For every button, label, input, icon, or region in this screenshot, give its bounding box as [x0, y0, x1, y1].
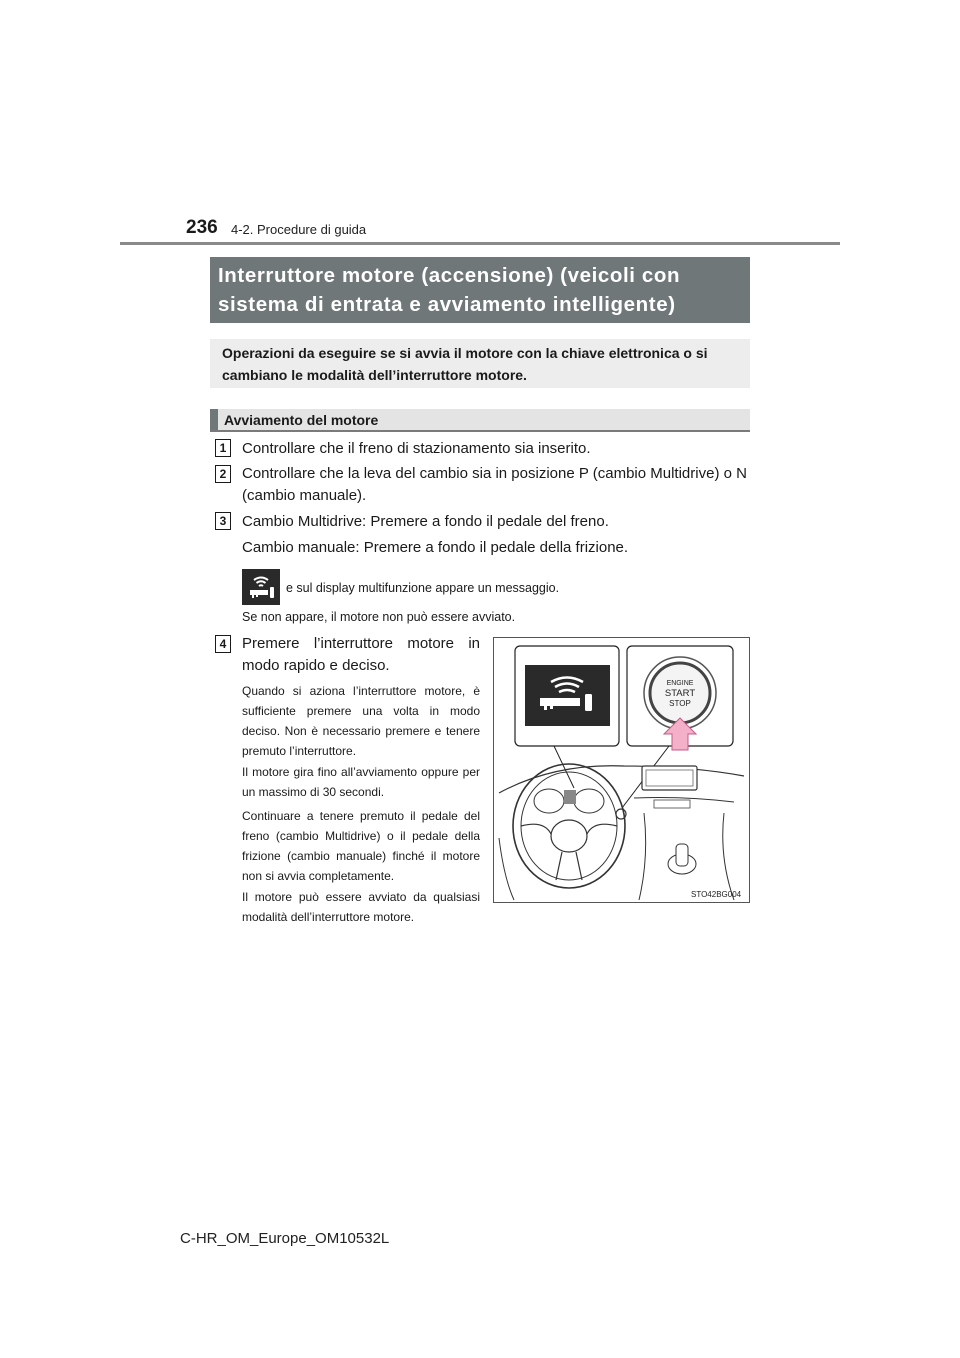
step-text: Cambio Multidrive: Premere a fondo il pedale del freno. [242, 513, 609, 530]
dashboard-illustration [493, 637, 750, 903]
step-note: Quando si aziona l’interruttore motore, è sufficiente premere una volta in modo deciso. Non è necessario premere e tenere premuto l’interruttore. [242, 684, 480, 758]
page-title: Interruttore motore (accensione) (veicoli con sistema di entrata e avviamento intelligente) [210, 257, 750, 323]
step-note: Il motore gira fino all’avviamento oppure per un massimo di 30 secondi. [242, 765, 480, 799]
section-label: 4-2. Procedure di guida [231, 222, 367, 237]
header-divider [120, 242, 840, 245]
subheading [210, 409, 750, 432]
step-text: Cambio manuale: Premere a fondo il pedale della frizione. [242, 539, 629, 556]
figure-code: STO42BG004 [691, 890, 742, 899]
step-text: Premere l’interruttore motore in modo rapido e deciso. [242, 635, 480, 674]
step-number: 1 [215, 439, 231, 457]
step-note: Continuare a tenere premuto il pedale del freno (cambio Multidrive) o il pedale della frizione (cambio manuale) finché il motore non si avvia completamente. [242, 809, 480, 883]
page-number: 236 [186, 217, 218, 238]
intro-text: Operazioni da eseguire se si avvia il motore con la chiave elettronica o si cambiano le modalità dell’interruttore motore. [210, 339, 750, 388]
button-label-start: START [664, 688, 696, 699]
button-label-engine: ENGINE [666, 680, 694, 687]
button-label-stop: STOP [669, 699, 691, 708]
footer-doc-id: C-HR_OM_Europe_OM10532L [180, 1230, 390, 1247]
step-number: 2 [215, 465, 231, 483]
step-text: Controllare che il freno di stazionamento sia inserito. [242, 440, 591, 457]
step-number: 4 [215, 635, 231, 653]
step-number: 3 [215, 512, 231, 530]
subheading-bar [210, 409, 218, 430]
smart-key-indicator-icon [242, 569, 280, 605]
indicator-note-2: Se non appare, il motore non può essere avviato. [242, 610, 516, 624]
indicator-note: e sul display multifunzione appare un messaggio. [286, 581, 560, 595]
step-text: Controllare che la leva del cambio sia in posizione P (cambio Multidrive) o N (cambio manuale). [242, 465, 747, 504]
step-note: Il motore può essere avviato da qualsiasi modalità dell’interruttore motore. [242, 890, 480, 924]
dashboard-drawing [494, 638, 749, 902]
subheading-label: Avviamento del motore [224, 412, 379, 428]
